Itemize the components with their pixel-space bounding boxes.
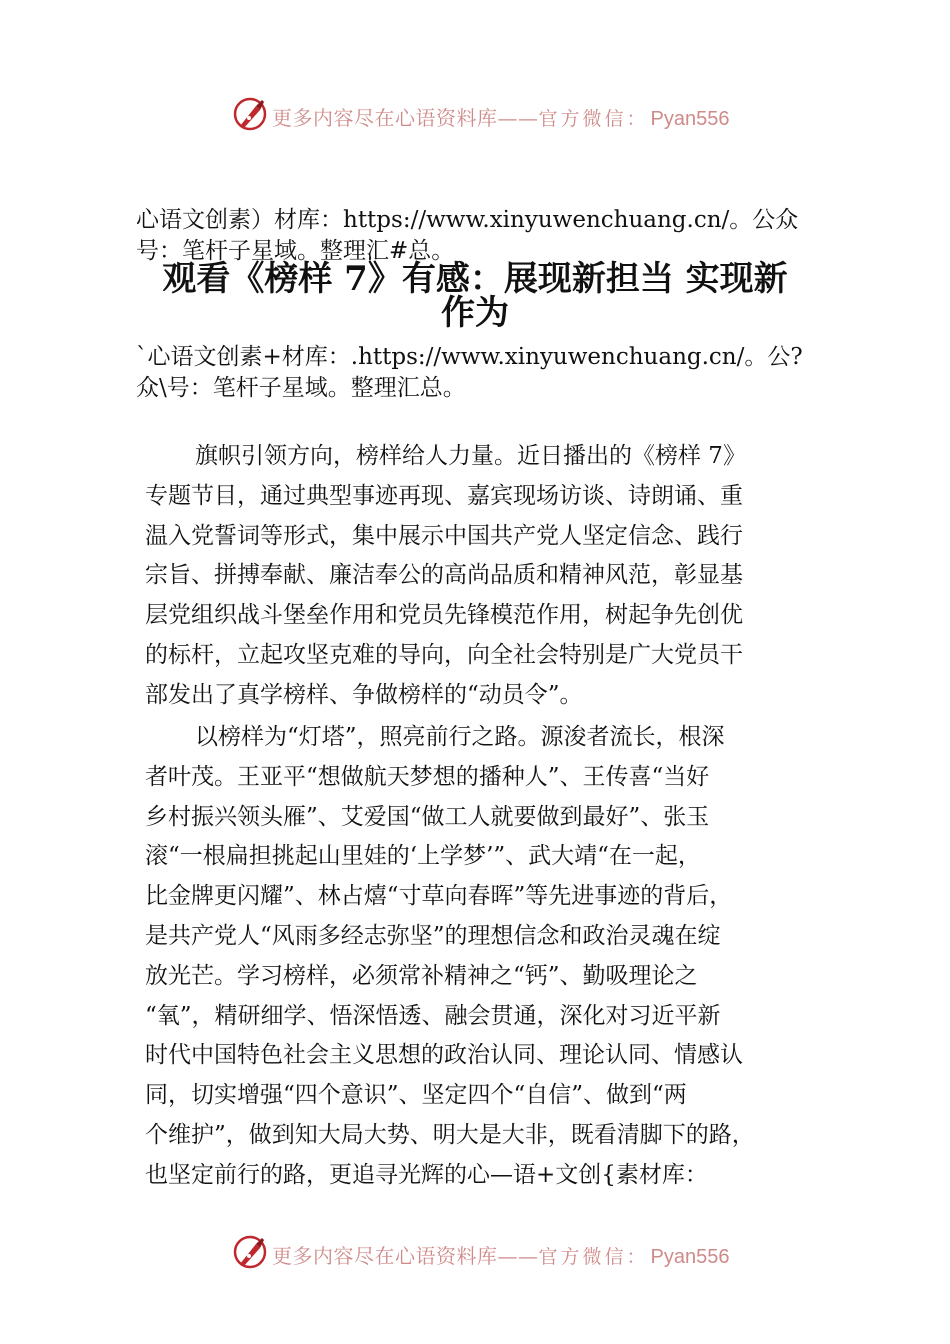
header-banner (0, 94, 950, 138)
paragraph-line: 是共产党人“风雨多经志弥坚”的理想信念和政治灵魂在绽 (145, 922, 721, 949)
article-title-line: 观看《榜样 7》有感：展现新担当 实现新 (162, 259, 788, 299)
source-note-top (136, 205, 836, 267)
paragraph-line: 也坚定前行的路，更追寻光辉的心—语+文创{素材库： (145, 1161, 708, 1188)
paragraph-line: 乡村振兴领头雁”、艾爱国“做工人就要做到最好”、张玉 (145, 803, 710, 830)
paragraph-line: 旗帜引领方向，榜样给人力量。近日播出的《榜样 7》 (195, 443, 746, 469)
body-paragraph-2 (145, 718, 815, 1196)
banner-wechat-id: Pyan556 (650, 108, 730, 130)
paragraph-line: 滚“一根扁担挑起山里娃的‘上学梦’”、武大靖“在一起， (145, 843, 701, 870)
paragraph-line: 温入党誓词等形式，集中展示中国共产党人坚定信念、践行 (145, 522, 743, 549)
source-note-line: `心语文创素+材库：.https://www.xinyuwenchuang.cn/。公? (136, 344, 803, 370)
article-title-line: 作为 (441, 293, 509, 333)
article-title (100, 259, 850, 333)
source-note-line: 众\号：笔杆子星域。整理汇总。 (136, 375, 466, 401)
paragraph-line: 者叶茂。王亚平“想做航天梦想的播种人”、王传喜“当好 (145, 763, 710, 790)
paragraph-line: 放光芒。学习榜样，必须常补精神之“钙”、勤吸理论之 (145, 962, 698, 989)
banner-dash: —— (497, 1244, 539, 1268)
paragraph-line: 专题节目，通过典型事迹再现、嘉宾现场访谈、诗朗诵、重 (145, 482, 743, 509)
pen-nib-logo-icon (232, 1234, 268, 1270)
banner-promo: 更多内容尽在心语资料库 (272, 106, 498, 130)
paragraph-line: 同，切实增强“四个意识”、坚定四个“自信”、做到“两 (145, 1082, 687, 1109)
footer-banner (0, 1232, 950, 1276)
banner-text (272, 102, 729, 131)
banner-wechat-label: 官方微信： (538, 1246, 649, 1268)
paragraph-line: 时代中国特色社会主义思想的政治认同、理论认同、情感认 (145, 1042, 743, 1069)
paragraph-line: 部发出了真学榜样、争做榜样的“动员令”。 (145, 681, 583, 708)
body-paragraph-1 (145, 437, 815, 716)
paragraph-line: 以榜样为“灯塔”，照亮前行之路。源浚者流长，根深 (195, 724, 725, 750)
source-note-line: 心语文创素）材库：https://www.xinyuwenchuang.cn/。公众 (136, 207, 799, 233)
banner-promo: 更多内容尽在心语资料库 (272, 1244, 498, 1268)
banner-wechat-id: Pyan556 (650, 1246, 730, 1268)
source-note-line: 号：笔杆子星域。整理汇#总。 (136, 238, 455, 264)
source-note-bottom (136, 342, 836, 404)
paragraph-line: “氧”，精研细学、悟深悟透、融会贯通，深化对习近平新 (145, 1002, 721, 1029)
paragraph-line: 层党组织战斗堡垒作用和党员先锋模范作用，树起争先创优 (145, 602, 743, 629)
paragraph-line: 个维护”，做到知大局大势、明大是大非，既看清脚下的路， (145, 1121, 755, 1148)
paragraph-line: 的标杆，立起攻坚克难的导向，向全社会特别是广大党员干 (145, 641, 743, 668)
paragraph-line: 比金牌更闪耀”、林占熺“寸草向春晖”等先进事迹的背后， (145, 883, 733, 910)
pen-nib-logo-icon (232, 96, 268, 132)
banner-text (272, 1240, 729, 1269)
banner-dash: —— (497, 106, 539, 130)
banner-wechat-label: 官方微信： (538, 108, 649, 130)
paragraph-line: 宗旨、拼搏奉献、廉洁奉公的高尚品质和精神风范，彰显基 (145, 562, 743, 589)
